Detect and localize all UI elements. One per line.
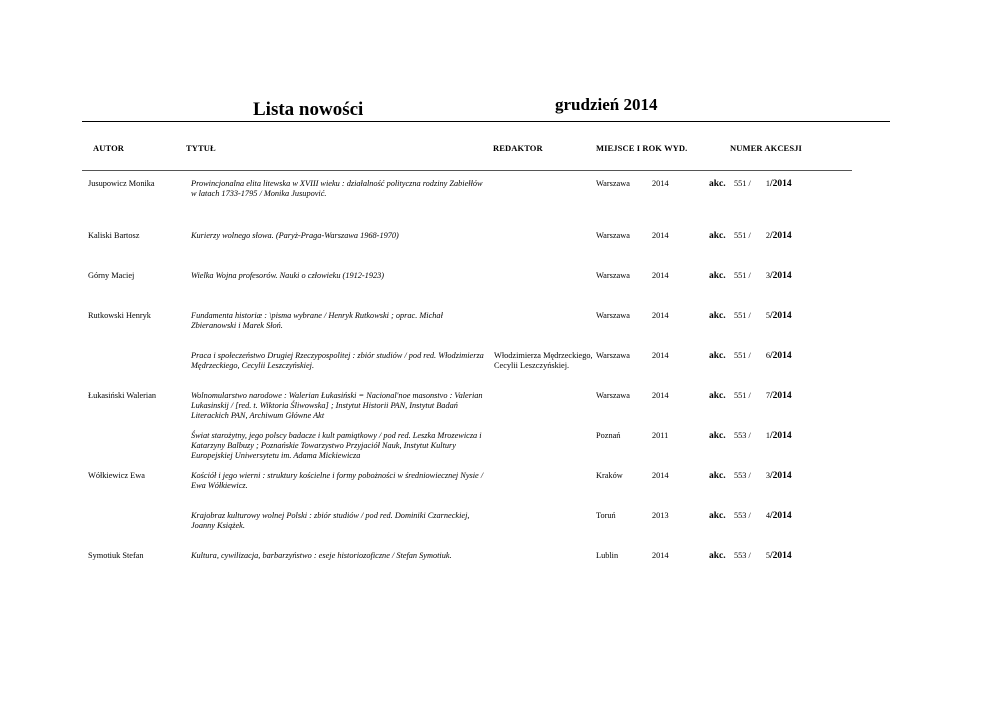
row-accession-seq: 5 <box>765 551 770 560</box>
row-accession-seq: 5 <box>765 311 770 320</box>
row-place: Warszawa <box>596 231 630 240</box>
col-header-place-year: MIEJSCE I ROK WYD. <box>596 143 688 153</box>
row-accession-year: /2014 <box>770 311 792 321</box>
row-accession-year: /2014 <box>770 179 792 189</box>
row-year: 2014 <box>652 311 669 320</box>
row-accession-seq: 1 <box>765 431 770 440</box>
col-header-editor: REDAKTOR <box>493 143 543 153</box>
row-accession-year: /2014 <box>770 391 792 401</box>
table-row <box>0 231 992 261</box>
row-title: Wolnomularstwo narodowe : Walerian Łukasiński = Nacional'noe masonstvo : Valerian Lukasinskij / [red. t. Wiktoria Śliwowska] ; Instytut Historii PAN, Instytut Badań Literackich PAN, Archiwum Główne Akt <box>191 391 483 420</box>
row-place: Lublin <box>596 551 619 560</box>
row-place: Warszawa <box>596 351 630 360</box>
row-year: 2014 <box>652 271 669 280</box>
table-row <box>0 511 992 541</box>
header-divider <box>82 170 852 171</box>
table-row <box>0 271 992 301</box>
row-akc-label: akc. <box>709 551 726 561</box>
row-accession-number: 551 / <box>734 179 751 188</box>
col-header-title: TYTUŁ <box>186 143 216 153</box>
row-accession-seq: 6 <box>765 351 770 360</box>
row-title: Prowincjonalna elita litewska w XVIII wieku : działalność polityczna rodziny Zabiełłów w latach 1733-1795 / Monika Jusupović. <box>191 179 483 198</box>
row-year: 2014 <box>652 351 669 360</box>
row-place: Warszawa <box>596 391 630 400</box>
table-row <box>0 351 992 381</box>
row-accession-year: /2014 <box>770 271 792 281</box>
row-place: Warszawa <box>596 271 630 280</box>
row-accession-year: /2014 <box>770 471 792 481</box>
row-akc-label: akc. <box>709 231 726 241</box>
row-title: Wielka Wojna profesorów. Nauki o człowieku (1912-1923) <box>191 271 385 280</box>
row-accession-number: 551 / <box>734 351 751 360</box>
row-place: Poznań <box>596 431 621 440</box>
table-row <box>0 179 992 209</box>
row-title: Praca i społeczeństwo Drugiej Rzeczypospolitej : zbiór studiów / pod red. Włodzimierza Mędrzeckiego, Cecylii Leszczyńskiej. <box>191 351 484 370</box>
row-accession-seq: 3 <box>765 271 770 280</box>
row-akc-label: akc. <box>709 271 726 281</box>
row-title: Kościół i jego wierni : struktury kościelne i formy pobożności w średniowiecznej Nysie / Ewa Wółkiewicz. <box>191 471 484 490</box>
row-accession-year: /2014 <box>770 551 792 561</box>
row-accession-year: /2014 <box>770 231 792 241</box>
row-accession-seq: 4 <box>765 511 770 520</box>
table-row <box>0 311 992 341</box>
col-header-accession: NUMER AKCESJI <box>730 143 802 153</box>
table-row <box>0 391 992 421</box>
row-author: Górny Maciej <box>88 271 135 280</box>
table-row <box>0 431 992 461</box>
row-akc-label: akc. <box>709 471 726 481</box>
row-author: Jusupowicz Monika <box>88 179 155 188</box>
row-akc-label: akc. <box>709 351 726 361</box>
row-author: Wółkiewicz Ewa <box>88 471 145 480</box>
row-title: Kurierzy wolnego słowa. (Paryż-Praga-Warszawa 1968-1970) <box>191 231 399 240</box>
row-title: Świat starożytny, jego polscy badacze i kult pamiątkowy / pod red. Leszka Mrozewicza i Katarzyny Balbuzy ; Poznańskie Towarzystwo Przyjaciół Nauk, Instytut Kultury Europejskiej Uniwersytetu im. Adama Mickiewicza <box>191 431 482 460</box>
row-accession-year: /2014 <box>770 511 792 521</box>
row-author: Symotiuk Stefan <box>88 551 144 560</box>
row-year: 2014 <box>652 179 669 188</box>
table-row <box>0 471 992 501</box>
row-accession-year: /2014 <box>770 351 792 361</box>
row-accession-number: 551 / <box>734 271 751 280</box>
col-header-author: AUTOR <box>93 143 125 153</box>
row-accession-seq: 7 <box>765 391 770 400</box>
row-accession-number: 553 / <box>734 471 751 480</box>
row-author: Rutkowski Henryk <box>88 311 151 320</box>
row-author: Łukasiński Walerian <box>88 391 157 400</box>
row-akc-label: akc. <box>709 391 726 401</box>
row-place: Warszawa <box>596 311 630 320</box>
row-place: Kraków <box>596 471 623 480</box>
row-akc-label: akc. <box>709 311 726 321</box>
row-year: 2014 <box>652 551 669 560</box>
title-divider <box>82 121 890 122</box>
row-accession-number: 553 / <box>734 431 751 440</box>
row-accession-seq: 2 <box>765 231 770 240</box>
row-year: 2014 <box>652 471 669 480</box>
row-accession-seq: 1 <box>765 179 770 188</box>
page-title: Lista nowości <box>253 99 364 120</box>
row-accession-number: 551 / <box>734 231 751 240</box>
table-row <box>0 551 992 581</box>
row-title: Fundamenta historiæ : \pisma wybrane / Henryk Rutkowski ; oprac. Michał Zbieranowski i Marek Słoń. <box>191 311 443 330</box>
row-place: Toruń <box>596 511 616 520</box>
row-year: 2013 <box>652 511 669 520</box>
row-year: 2014 <box>652 231 669 240</box>
row-year: 2014 <box>652 391 669 400</box>
row-accession-year: /2014 <box>770 431 792 441</box>
row-author: Kaliski Bartosz <box>88 231 140 240</box>
row-year: 2011 <box>652 431 669 440</box>
row-accession-number: 553 / <box>734 551 751 560</box>
month-heading: grudzień 2014 <box>555 95 658 114</box>
row-accession-number: 551 / <box>734 311 751 320</box>
row-akc-label: akc. <box>709 431 726 441</box>
row-place: Warszawa <box>596 179 630 188</box>
row-akc-label: akc. <box>709 179 726 189</box>
row-accession-number: 553 / <box>734 511 751 520</box>
row-title: Kultura, cywilizacja, barbarzyństwo : eseje historiozoficzne / Stefan Symotiuk. <box>191 551 452 560</box>
row-accession-number: 551 / <box>734 391 751 400</box>
row-editor: Włodzimierza Mędrzeckiego, Cecylii Leszczyńskiej. <box>494 351 593 370</box>
row-akc-label: akc. <box>709 511 726 521</box>
row-title: Krajobraz kulturowy wolnej Polski : zbiór studiów / pod red. Dominiki Czarneckiej, Joanny Książek. <box>191 511 470 530</box>
row-accession-seq: 3 <box>765 471 770 480</box>
